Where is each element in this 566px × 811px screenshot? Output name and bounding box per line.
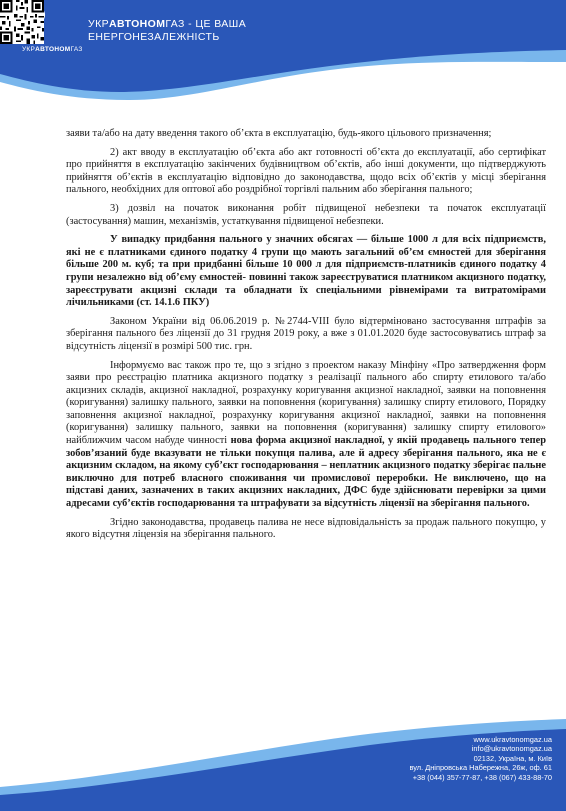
paragraph-large-volume-notice: У випадку придбання пального у значних обсягах — більше 1000 л для всіх підприємств, які не є платниками єдиного податку 4 групи що мають загальний об’єм ємностей для зберігання більше 200 м. куб; та при придбанні більше 10 000 л для підприємств-платників єдиного податку 4 групи незалежно від об’єму ємностей- повинні також зареєструватися платником акцизного податку, зареєструвати акцизні склади та обладнати їх спеціальними рівнемірами та витратомірами лічильниками (ст. 14.1.6 ПКУ) xyxy=(66,234,546,309)
paragraph-penalty-postponement: Законом України від 06.06.2019 р. №2744-VIII було відтерміновано застосування штрафів за зберігання пального без ліцензії до 31 грудня 2019 року, а вже з 01.01.2020 буде застосовуватись штраф за відсутність ліцензії в розмірі 500 тис. грн. xyxy=(66,315,546,352)
contact-info xyxy=(410,735,553,782)
document-body xyxy=(66,128,546,548)
paragraph-new-invoice-form: Інформуємо вас також про те, що з згідно з проектом наказу Мінфіну «Про затвердження форм заяви про реєстрацію платника акцизного податку з реалізації пального або спирту етилового та/або акцизних складів, акцизної накладної, розрахунку коригування акцизної накладної, заявки на поповнення (коригування) залишку пального, заявки на поповнення (коригування) залишку спирту етилового, Порядку заповнення акцизної накладної, розрахунку коригування акцизної накладної, заявки на поповнення (коригування) залишку пального, заявки на поповнення (коригування) залишку спирту етилового» найближчим часом набуде чинності нова форма акцизної накладної, у якій продавець пального тепер зобов’язаний буде вказувати не тільки покупця палива, але й адресу зберігання пального, яка не є акцизним складом, на якому суб’єкт господарювання – неплатник акцизного податку зберігає пальне виключно для потреб власного споживання чи промислової переробки. Не виключено, що на підставі даних, зазначених в таких акцизних накладних, ДФС буде здійснювати перевірки за цими адресами суб’єктів господарювання та штрафувати за відсутність ліцензії на зберігання пального. xyxy=(66,359,546,510)
paragraph-item-3: 3) дозвіл на початок виконання робіт підвищеної небезпеки та початок експлуатації (застосування) машин, механізмів, устаткування підвищеної небезпеки. xyxy=(66,202,546,227)
company-wordmark: УКРАВТОНОМГАЗ xyxy=(22,46,83,53)
address-line-2: вул. Дніпровська Набережна, 26ж, оф. 61 xyxy=(409,763,552,773)
address-line-1: 02132, Україна, м. Київ xyxy=(473,753,552,763)
phone-numbers: +38 (044) 357-77-87, +38 (067) 433-88-70 xyxy=(412,772,552,782)
paragraph-item-2: 2) акт вводу в експлуатацію об’єкта або акт готовності об’єкта до експлуатації, або сертифікат про прийняття в експлуатацію закінчених будівництвом об’єктів, або інші документи, що підтверджують прийняття об’єктів в експлуатацію відповідно до законодавства, щодо всіх об’єктів у місці зберігання пального, необхідних для оптової або роздрібної торгівлі пальним або зберігання пального; xyxy=(66,146,546,196)
email-link[interactable]: info@ukravtonomgaz.ua xyxy=(471,744,552,754)
qr-code-icon xyxy=(0,0,44,44)
page-footer xyxy=(0,695,566,811)
paragraph-seller-liability: Згідно законодавства, продавець палива не несе відповідальність за продаж пального покупцю, у якого відсутня ліцензія на зберігання пального. xyxy=(66,516,546,541)
page-header xyxy=(0,0,566,108)
paragraph-intro-continuation: заяви та/або на дату введення такого об’єкта в експлуатацію, будь-якого цільового призначення; xyxy=(66,128,492,139)
header-wave-shape xyxy=(0,0,566,108)
website-link[interactable]: www.ukravtonomgaz.ua xyxy=(473,735,552,744)
company-slogan: УКРАВТОНОМГАЗ - ЦЕ ВАША ЕНЕРГОНЕЗАЛЕЖНІСТЬ xyxy=(88,18,247,43)
